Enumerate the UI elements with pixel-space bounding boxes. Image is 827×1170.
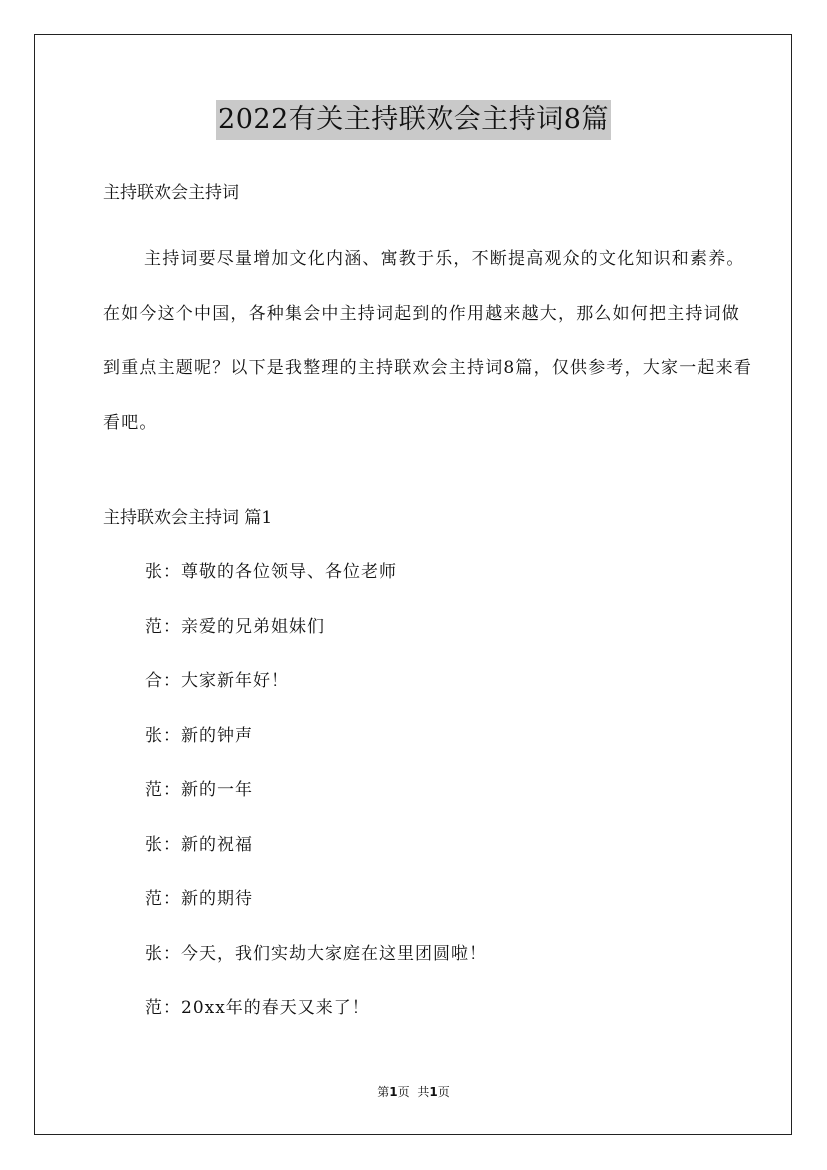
- footer-total-number: 1: [429, 1085, 438, 1099]
- dialogue-line: 范：20xx年的春天又来了！: [145, 998, 370, 1018]
- dialogue-line: 张：尊敬的各位领导、各位老师: [145, 562, 397, 582]
- dialogue-line: 张：新的钟声: [145, 725, 253, 746]
- section-heading-part1: 主持联欢会主持词 篇1: [103, 508, 273, 528]
- title-wrap: [0, 100, 827, 140]
- section-heading-intro: 主持联欢会主持词: [103, 183, 239, 203]
- footer-page-number: 1: [389, 1085, 398, 1099]
- footer-total-prefix: 共: [417, 1085, 430, 1099]
- footer-page-suffix: 页: [397, 1085, 410, 1099]
- dialogue-line: 范：亲爱的兄弟姐妹们: [145, 616, 325, 637]
- footer-total-suffix: 页: [437, 1085, 450, 1099]
- document-title: 2022有关主持联欢会主持词8篇: [216, 100, 611, 140]
- dialogue-list: [145, 555, 487, 1046]
- page-footer: [0, 1083, 827, 1100]
- dialogue-line: 张：新的祝福: [145, 834, 253, 855]
- dialogue-line: 范：新的一年: [145, 780, 253, 800]
- dialogue-line: 范：新的期待: [145, 889, 253, 909]
- dialogue-line: 合：大家新年好！: [145, 671, 289, 691]
- dialogue-line: 张：今天，我们实劫大家庭在这里团圆啦！: [145, 943, 487, 964]
- intro-paragraph: 主持词要尽量增加文化内涵、寓教于乐，不断提高观众的文化知识和素养。在如今这个中国，各种集会中主持词起到的作用越来越大，那么如何把主持词做到重点主题呢？以下是我整理的主持联欢会主持词8篇，仅供参考，大家一起来看看吧。: [103, 249, 753, 433]
- footer-page-prefix: 第: [377, 1085, 390, 1099]
